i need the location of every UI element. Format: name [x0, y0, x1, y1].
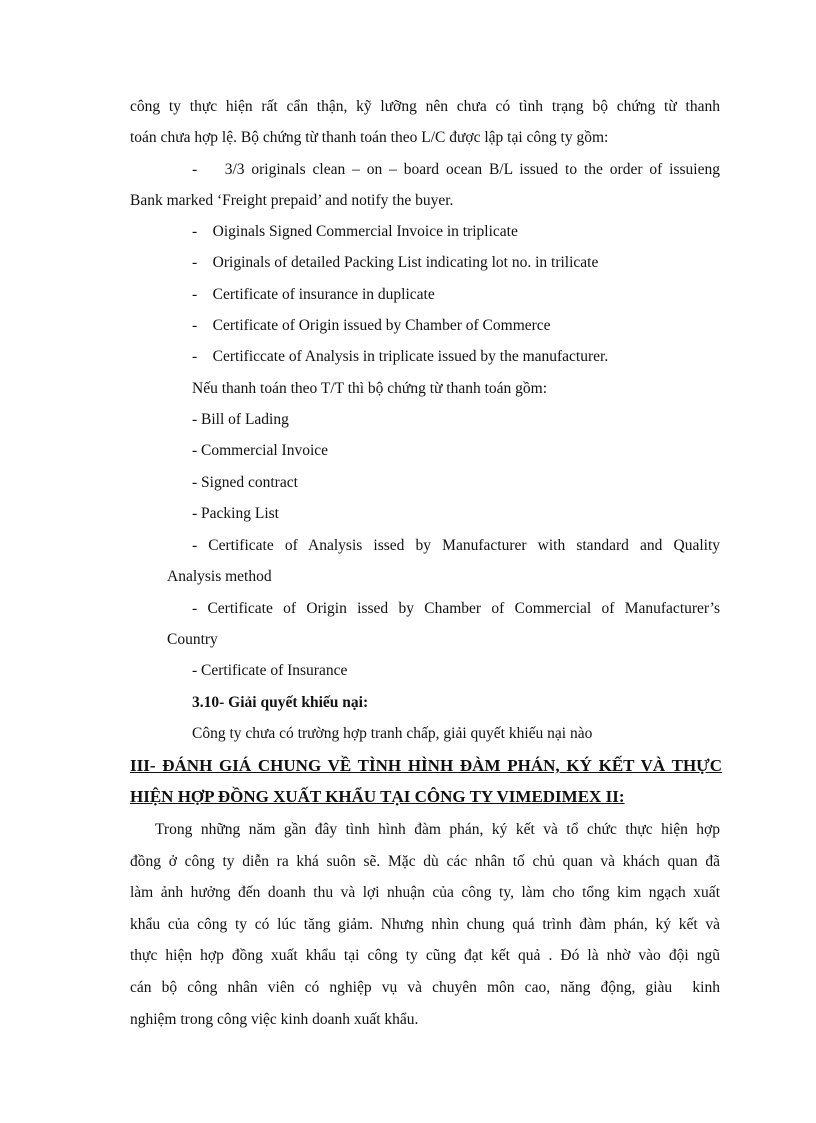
tt-doc-1: - Bill of Lading — [192, 411, 289, 428]
section-iii-para-line-7: nghiệm trong công việc kinh doanh xuất khẩu. — [130, 1011, 419, 1028]
tt-doc-6-cont: Country — [167, 631, 218, 648]
lc-doc-5: - Certificate of Origin issued by Chamber of Commerce — [192, 317, 551, 334]
section-iii-para-line-4: khẩu của công ty có lúc tăng giảm. Nhưng nhìn chung quá trình đàm phán, ký kết và — [130, 916, 720, 933]
tt-doc-7: - Certificate of Insurance — [192, 662, 348, 679]
section-iii-para-line-6: cán bộ công nhân viên có nghiệp vụ và chuyên môn cao, năng động, giàu kinh — [130, 979, 720, 996]
lc-doc-1-cont: Bank marked ‘Freight prepaid’ and notify the buyer. — [130, 192, 454, 209]
tt-doc-4: - Packing List — [192, 505, 279, 522]
section-310-body: Công ty chưa có trường hợp tranh chấp, giải quyết khiếu nại nào — [192, 725, 593, 742]
lc-doc-6: - Certificcate of Analysis in triplicate issued by the manufacturer. — [192, 348, 609, 365]
tt-doc-3: - Signed contract — [192, 474, 298, 491]
tt-doc-5-cont: Analysis method — [167, 568, 272, 585]
section-iii-para-line-1: Trong những năm gần đây tình hình đàm phán, ký kết và tổ chức thực hiện hợp — [155, 821, 720, 838]
section-310-title: 3.10- Giải quyết khiếu nại: — [192, 694, 369, 711]
lc-doc-1: - 3/3 originals clean – on – board ocean B/L issued to the order of issuieng — [192, 161, 720, 178]
lc-doc-3: - Originals of detailed Packing List indicating lot no. in trilicate — [192, 254, 599, 271]
section-iii-para-line-3: làm ảnh hưởng đến doanh thu và lợi nhuận của công ty, làm cho tổng kim ngạch xuất — [130, 884, 720, 901]
intro-line-2: toán chưa hợp lệ. Bộ chứng từ thanh toán theo L/C được lập tại công ty gồm: — [130, 129, 609, 146]
lc-doc-2: - Oiginals Signed Commercial Invoice in triplicate — [192, 223, 518, 240]
tt-intro: Nếu thanh toán theo T/T thì bộ chứng từ thanh toán gồm: — [192, 380, 548, 397]
tt-doc-2: - Commercial Invoice — [192, 442, 329, 459]
tt-doc-6: - Certificate of Origin issed by Chamber of Commercial of Manufacturer’s — [192, 600, 720, 617]
section-iii-title-line-1: III- ĐÁNH GIÁ CHUNG VỀ TÌNH HÌNH ĐÀM PHÁN, KÝ KẾT VÀ THỰC — [130, 756, 722, 775]
intro-line-1: công ty thực hiện rất cẩn thận, kỹ lưỡng nên chưa có tình trạng bộ chứng từ thanh — [130, 98, 720, 115]
section-iii-para-line-5: thực hiện hợp đồng xuất khẩu tại công ty cũng đạt kết quả . Đó là nhờ vào đội ngũ — [130, 947, 720, 964]
section-iii-para-line-2: đồng ở công ty diễn ra khá suôn sẽ. Mặc dù các nhân tố chủ quan và khách quan đã — [130, 853, 720, 870]
tt-doc-5: - Certificate of Analysis issed by Manufacturer with standard and Quality — [192, 537, 720, 554]
lc-doc-4: - Certificate of insurance in duplicate — [192, 286, 435, 303]
section-iii-title-line-2: HIỆN HỢP ĐỒNG XUẤT KHẨU TẠI CÔNG TY VIMEDIMEX II: — [130, 787, 625, 806]
